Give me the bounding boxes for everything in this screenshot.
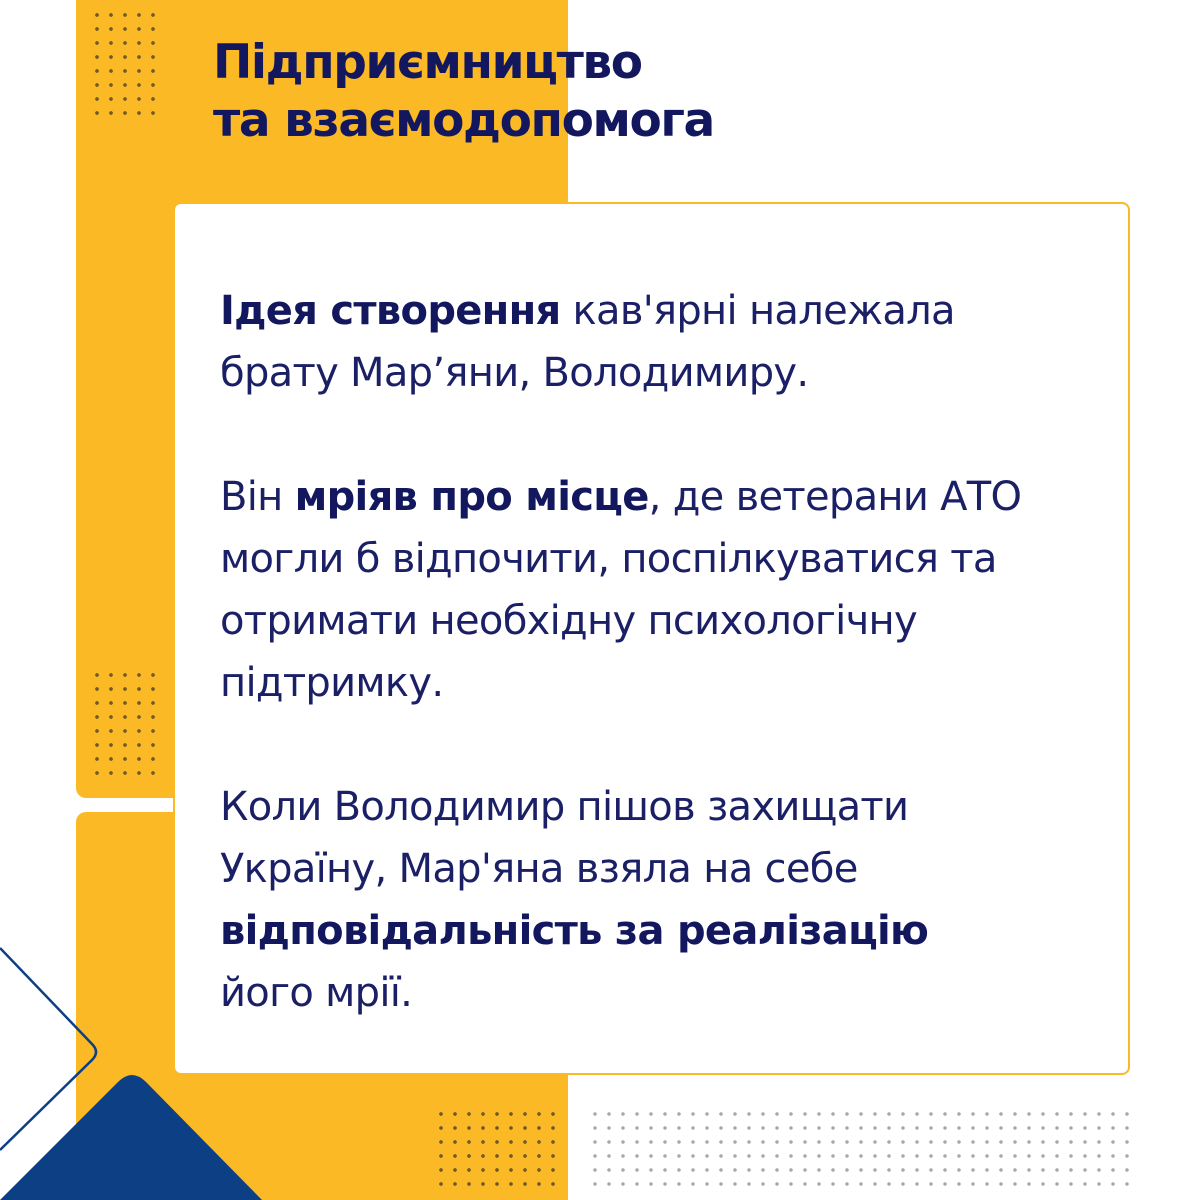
paragraph-dream [220, 466, 1120, 714]
text-fragment: кав'ярні належала [560, 288, 955, 334]
solid-triangle-shape [0, 1075, 262, 1200]
bold-phrase: Ідея створення [220, 288, 561, 334]
page-title [213, 34, 714, 150]
text-line [220, 280, 1120, 342]
text-line: могли б відпочити, поспілкуватися та [220, 536, 997, 582]
text-line: Україну, Мар'яна взяла на себе [220, 846, 858, 892]
bold-phrase: мріяв про місце [294, 474, 649, 520]
bold-phrase: відповідальність за реалізацію [220, 908, 929, 954]
content-card [173, 202, 1130, 1075]
paragraph-responsibility [220, 776, 1120, 1024]
paragraph-idea [220, 280, 1120, 404]
text-line: Коли Володимир пішов захищати [220, 784, 909, 830]
title-line-1: Підприємництво [213, 35, 642, 90]
text-fragment: , де ветерани АТО [648, 474, 1022, 520]
text-line: підтримку. [220, 660, 444, 706]
title-line-2: та взаємодопомога [213, 93, 714, 148]
text-line [220, 466, 1120, 528]
text-line [220, 900, 1120, 962]
card-text [220, 280, 1120, 1024]
text-line: його мрії. [220, 970, 413, 1016]
text-line: брату Мар’яни, Володимиру. [220, 350, 809, 396]
text-fragment: Він [220, 474, 295, 520]
text-line: отримати необхідну психологічну [220, 598, 917, 644]
